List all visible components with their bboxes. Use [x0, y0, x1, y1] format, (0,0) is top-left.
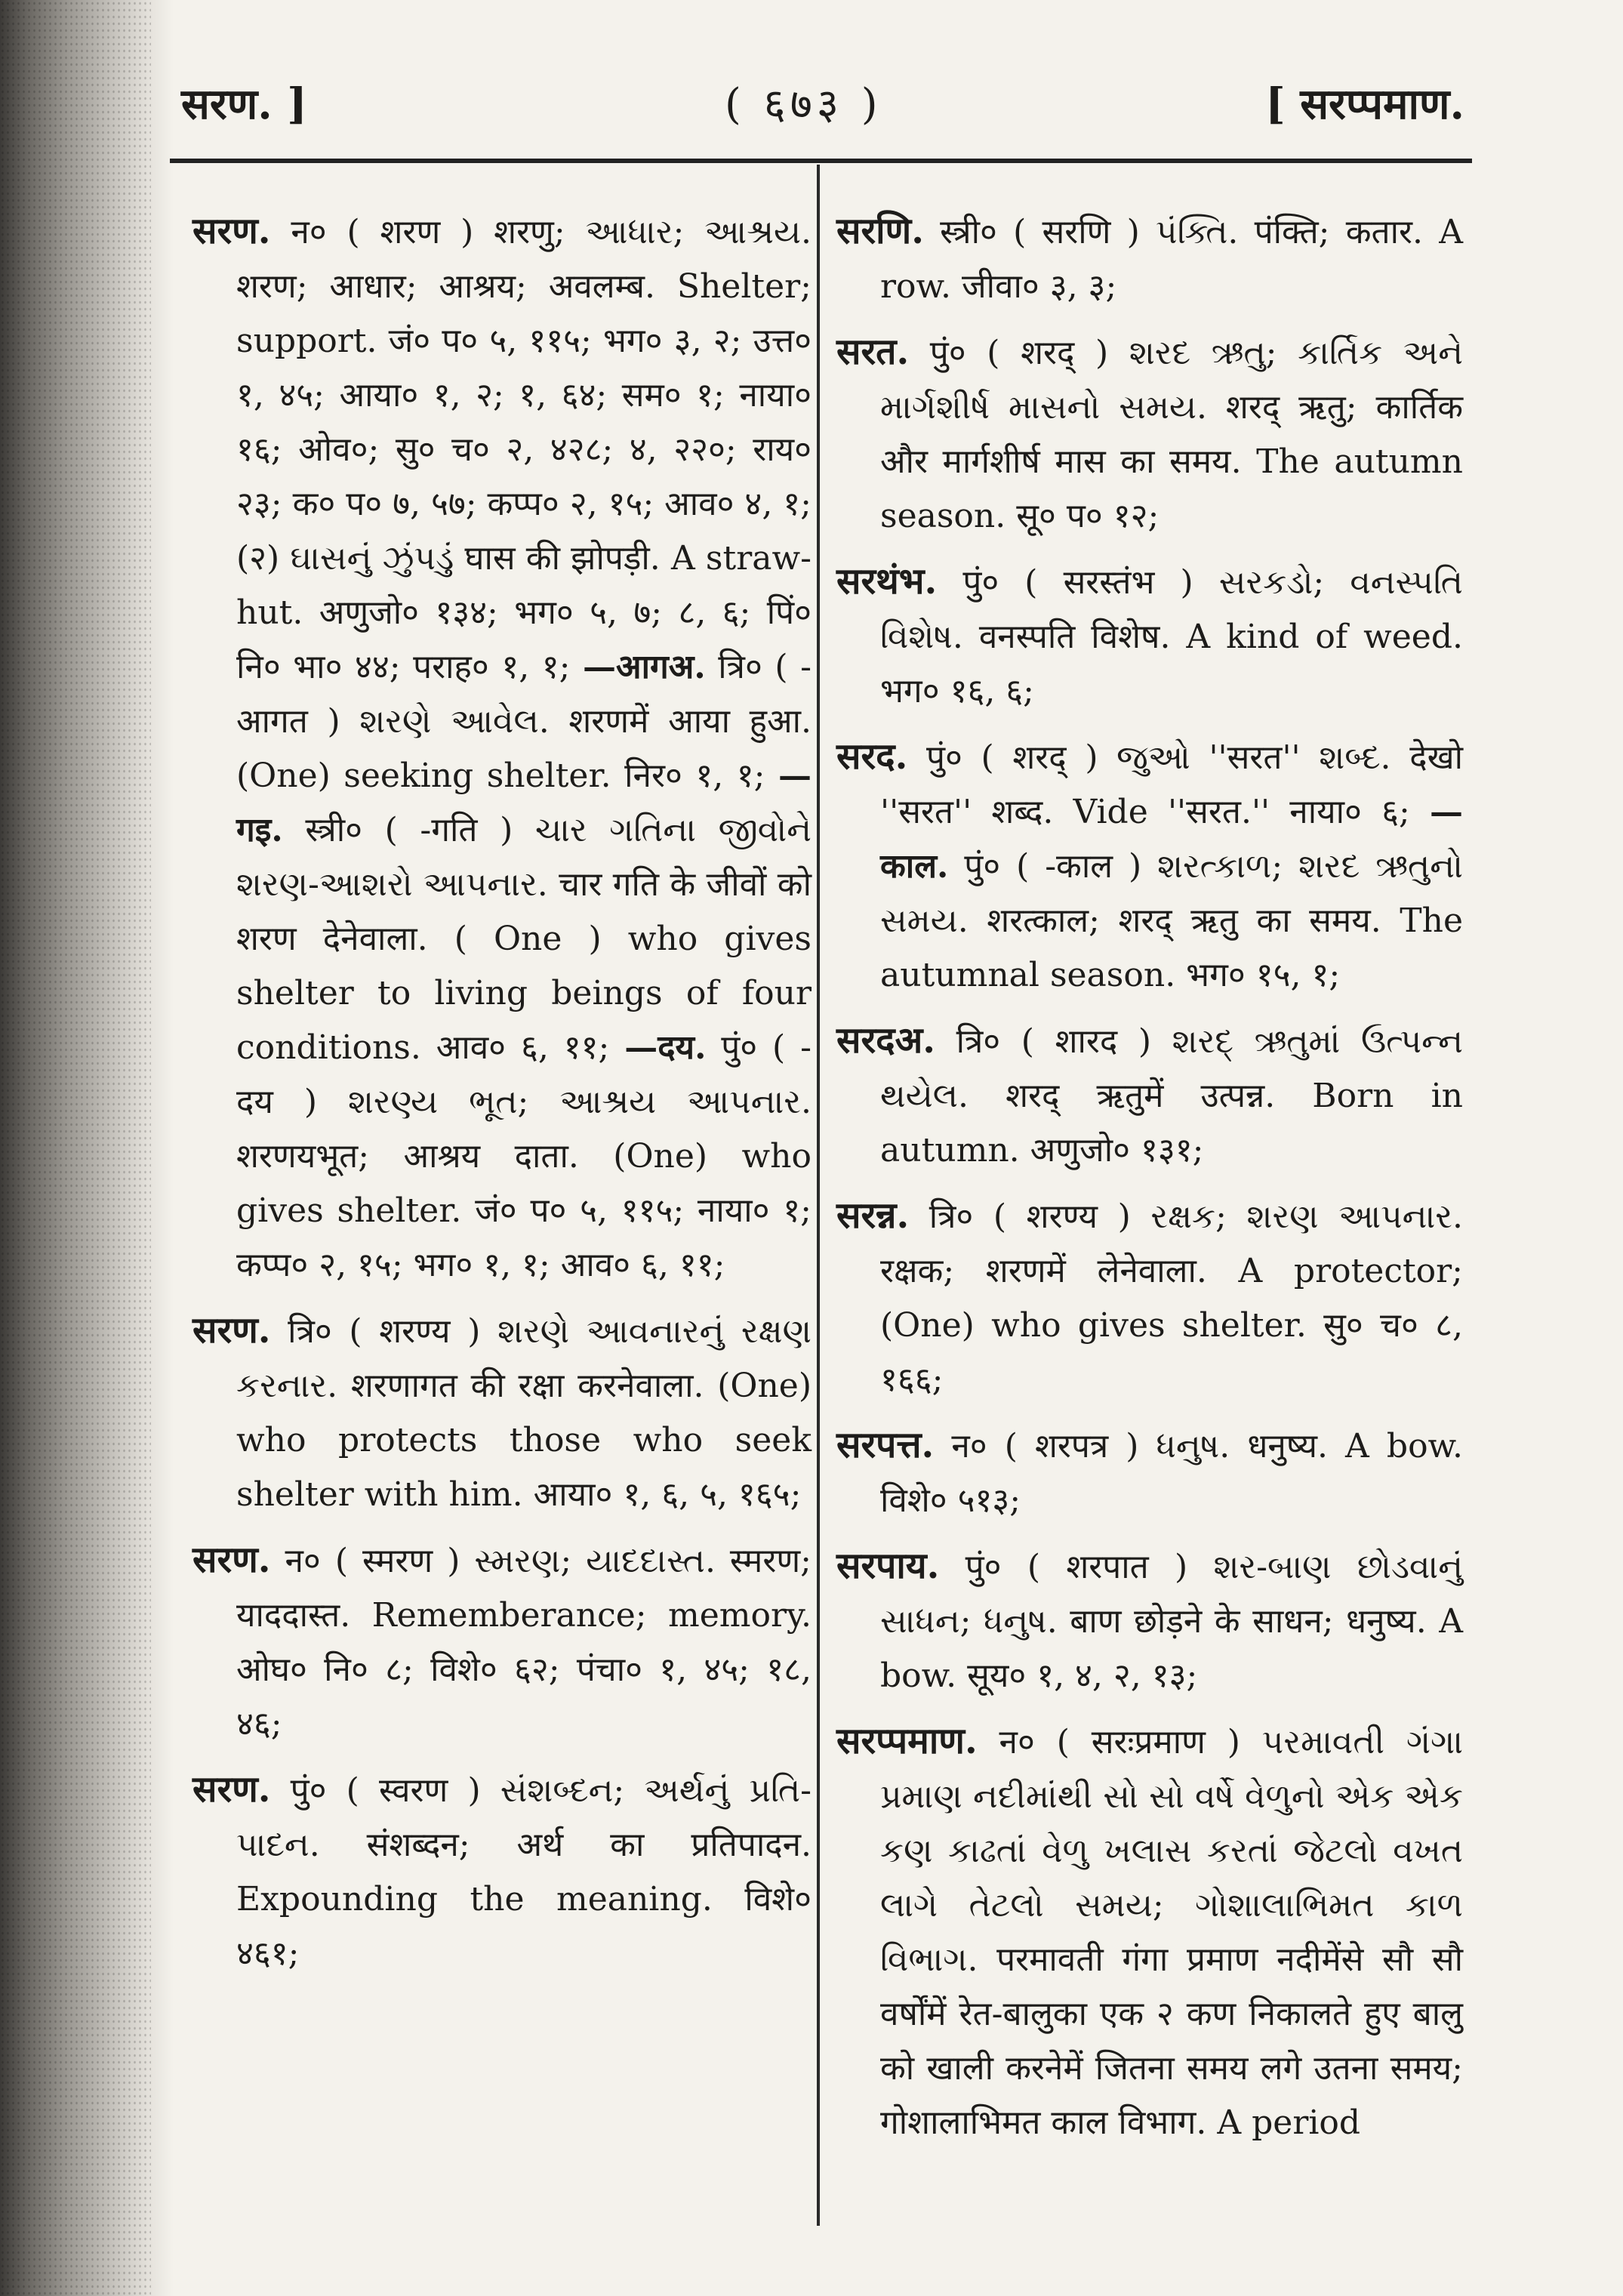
subentry-term: —काल.	[880, 793, 1463, 886]
page-header	[181, 60, 1464, 143]
dictionary-entry	[836, 1188, 1463, 1407]
left-column	[192, 204, 812, 1992]
header-rule	[170, 159, 1472, 163]
dictionary-entry	[836, 1418, 1463, 1528]
entry-headword: सरदअ.	[836, 1019, 935, 1062]
entry-headword: सरण.	[192, 1539, 271, 1581]
column-divider	[817, 165, 820, 2226]
entry-headword: सरण.	[192, 1768, 271, 1811]
entry-headword: सरण.	[192, 1309, 271, 1351]
entry-headword: सरप्पमाण.	[836, 1720, 978, 1762]
right-column	[836, 204, 1463, 2161]
dictionary-entry	[192, 1303, 812, 1522]
dictionary-entry	[836, 1539, 1463, 1703]
dictionary-entry	[192, 204, 812, 1293]
subentry-definition: त्रि० ( -आगत ) શરણે આવેલ. शरणमें आया हुआ. (One) seeking shelter. निर० १, १;	[236, 648, 812, 795]
dictionary-entry	[836, 554, 1463, 719]
dictionary-entry	[836, 325, 1463, 544]
subentry-definition: पुं० ( -दय ) શરણ્ય ભૂત; આશ્રય આપનાર. शरणयभूत; आश्रय दाता. (One) who gives shelter. जं० प० ५, ११५; नाया० १; कप्प० २, १५; भग० १, १; आव० ६, ११;	[236, 1028, 812, 1284]
entry-definition: न० ( स्मरण ) સ્મરણ; યાદદાસ્ત. स्मरण; याददास्त. Rememberance; memory. ओघ० नि० ८; विशे० ६२; पंचा० १, ४५; १८, ४६;	[236, 1542, 812, 1743]
entry-headword: सरन्न.	[836, 1194, 910, 1237]
dictionary-entry	[836, 1714, 1463, 2150]
entry-headword: सरत.	[836, 331, 910, 373]
subentry-definition: स्त्री० ( -गति ) ચાર ગતિના જીવોને શરણ-આશરો આપનાર. चार गति के जीवों को शरण देनेवाला. ( One ) who gives shelter to living beings of four conditions. आव० ६, ११;	[236, 811, 812, 1067]
entry-headword: सरण.	[192, 210, 271, 252]
entry-headword: सरणि.	[836, 210, 924, 252]
dictionary-entry	[192, 1533, 812, 1752]
dictionary-entry	[836, 1013, 1463, 1178]
scan-noise	[0, 0, 151, 2296]
running-head-right: [ सरप्पमाण.	[1265, 79, 1464, 129]
entry-definition: न० ( शरपत्र ) ધનુષ. धनुष्य. A bow. विशे० ५१३;	[880, 1427, 1463, 1520]
entry-headword: सरद.	[836, 735, 908, 778]
subentry-term: —आगअ.	[583, 648, 706, 686]
dictionary-entry	[836, 729, 1463, 1003]
subentry-term: —गइ.	[236, 757, 812, 849]
subentry-term: —दय.	[624, 1028, 707, 1067]
running-head-left: सरण. ]	[181, 79, 307, 129]
page-number: ( ६७३ )	[725, 80, 882, 129]
entry-definition: त्रि० ( शारद ) શરદ્ ઋતુમાં ઉત્પન્ન થયેલ. शरद् ऋतुमें उत्पन्न. Born in autumn. अणुजो० १३१;	[880, 1022, 1463, 1170]
entry-definition: पुं० ( शरपात ) શર-બાણ છોડવાનું સાધન; ધનુષ. बाण छोड़ने के साधन; धनुष्य. A bow. सूय० १, ४, २, १३;	[880, 1548, 1463, 1695]
entry-definition: न० ( शरण ) शरणु; આધાર; આશ્રય. शरण; आधार; आश्रय; अवलम्ब. Shelter; support. जं० प० ५, ११५; भग० ३, २; उत्त० १, ४५; आया० १, २; १, ६४; सम० १; नाया० १६; ओव०; सु० च० २, ४२८; ४, २२०; राय० २३; क० प० ७, ५७; कप्प० २, १५; आव० ४, १; (२) ઘાસનું ઝુંપડું घास की झोपड़ी. A straw-hut. अणुजो० १३४; भग० ५, ७; ८, ६; पिं० नि० भा० ४४; पराह० १, १;	[236, 213, 812, 686]
entry-definition: पुं० ( स्वरण ) સંશબ્દન; અર્થનું પ્રતિ-પાદન. संशब्दन; अर्थ का प्रतिपादन. Expounding the meaning. विशे० ४६१;	[236, 1771, 812, 1973]
entry-definition: पुं० ( सरस्तंभ ) સરકડો; વનસ્પતિ વિશેષ. वनस्पति विशेष. A kind of weed. भग० १६, ६;	[880, 563, 1463, 710]
entry-definition: त्रि० ( शरण्य ) શરણે આવનારનું રક્ષણ કરનાર. शरणागत की रक्षा करनेवाला. (One) who protects those who seek shelter with him. आया० १, ६, ५, १६५;	[236, 1312, 812, 1514]
entry-headword: सरपाय.	[836, 1545, 940, 1587]
entry-definition: पुं० ( शरद् ) જુઓ ''सरत'' શબ્દ. देखो ''सरत'' शब्द. Vide ''सरत.'' नाया० ६;	[880, 738, 1463, 831]
entry-headword: सरथंभ.	[836, 560, 938, 603]
dictionary-entry	[192, 1762, 812, 1981]
entry-definition: पुं० ( शरद् ) શરદ ઋતુ; કાર્તિક અને માર્ગશીર્ષ માસનો સમય. शरद् ऋतु; कार्तिक और मार्गशीर्ष मास का समय. The autumn season. सू० प० १२;	[880, 334, 1463, 535]
entry-definition: त्रि० ( शरण्य ) રક્ષક; શરણ આપનાર. रक्षक; शरणमें लेनेवाला. A protector; (One) who gives shelter. सु० च० ८, १६६;	[880, 1197, 1463, 1399]
entry-definition: न० ( सरःप्रमाण ) પરમાવતી ગંગા પ્રમાણ નદીમાંથી સો સો વર્ષે વેળુનો એક એક કણ કાઢતાં વેળુ ખલાસ કરતાં જેટલો વખત લાગે તેટલો સમય; ગોશાલાભિમત કાળ વિભાગ. परमावती गंगा प्रमाण नदीमेंसे सौ सौ वर्षोंमें रेत-बालुका एक २ कण निकालते हुए बालु को खाली करनेमें जितना समय लगे उतना समय; गोशालाभिमत काल विभाग. A period	[880, 1723, 1463, 2142]
dictionary-entry	[836, 204, 1463, 314]
subentry-definition: पुं० ( -काल ) શરત્કાળ; શરદ ઋતુનો સમય. शरत्काल; शरद् ऋतु का समय. The autumnal season. भग० १५, १;	[880, 847, 1463, 994]
entry-definition: स्त्री० ( सरणि ) પંક્તિ. पंक्ति; कतार. A row. जीवा० ३, ३;	[880, 213, 1463, 306]
entry-headword: सरपत्त.	[836, 1424, 935, 1466]
